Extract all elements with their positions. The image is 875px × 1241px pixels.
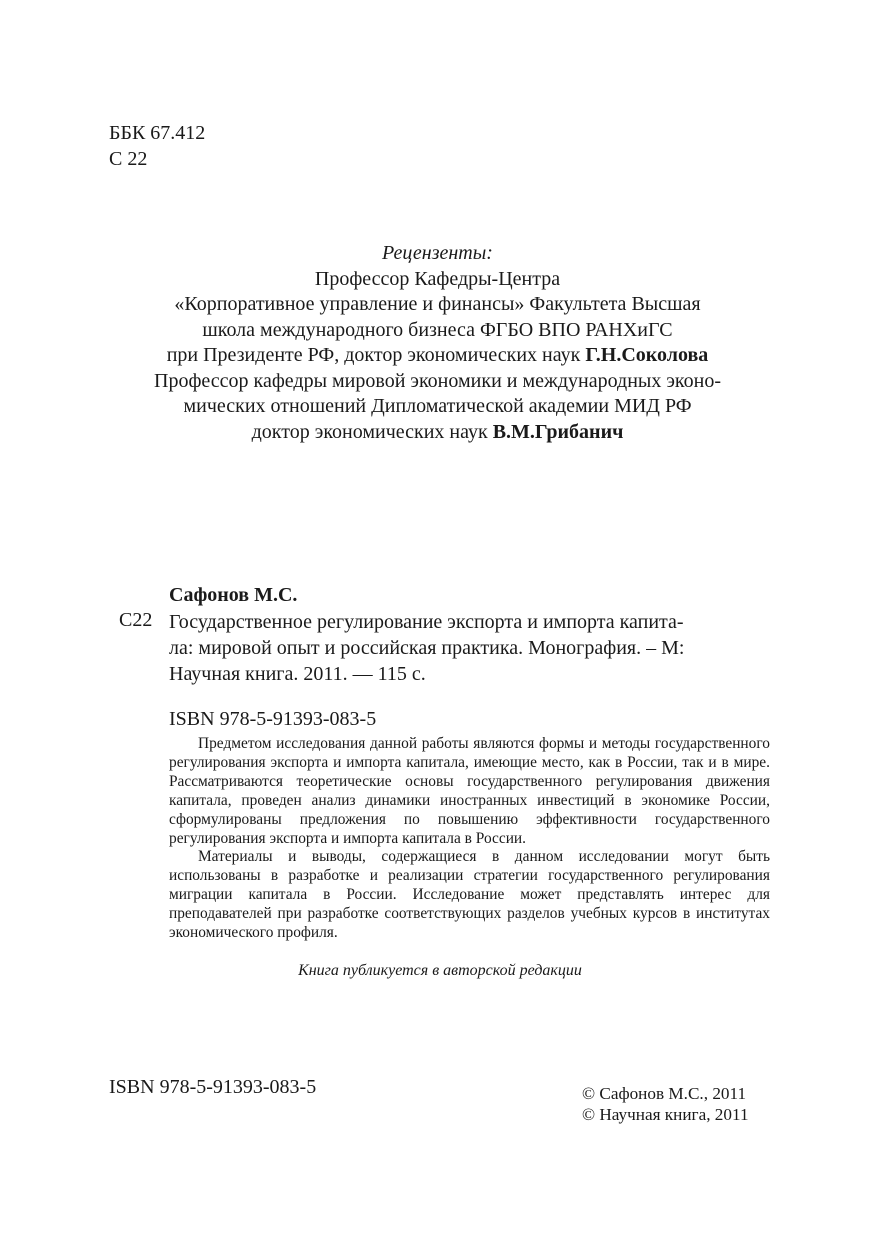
reviewer-name: В.М.Грибанич <box>492 420 624 443</box>
citation-line: ла: мировой опыт и российская практика. Монография. – М: <box>169 637 685 659</box>
reviewer-degree: при Президенте РФ, доктор экономических наук <box>166 344 586 366</box>
book-isbn: ISBN 978-5-91393-083-5 <box>169 708 377 730</box>
reviewers-block <box>90 241 785 445</box>
book-code: С22 <box>119 609 153 631</box>
book-citation <box>169 609 769 687</box>
reviewer-degree: доктор экономических наук <box>251 420 493 443</box>
publication-note: Книга публикуется в авторской редакции <box>298 962 582 979</box>
reviewers-title: Рецензенты: <box>382 242 493 264</box>
abstract <box>169 735 770 943</box>
bbk-code: ББК 67.412 <box>109 122 206 144</box>
reviewer-line: Профессор кафедры мировой экономики и международных эконо- <box>154 369 721 392</box>
book-author: Сафонов М.С. <box>169 584 298 606</box>
citation-line: Государственное регулирование экспорта и импорта капита- <box>169 611 684 633</box>
reviewer-line: мических отношений Дипломатической академии МИД РФ <box>183 395 692 417</box>
footer-isbn: ISBN 978-5-91393-083-5 <box>109 1076 317 1098</box>
reviewer-line <box>90 420 785 446</box>
reviewer-line: «Корпоративное управление и финансы» Факультета Высшая <box>174 293 701 315</box>
copyright-line: © Научная книга, 2011 <box>582 1105 749 1124</box>
abstract-paragraph: Материалы и выводы, содержащиеся в данном исследовании могут быть использованы в разработке и реализации стратегии государственного регулирования миграции капитала в России. Исследование может представлять интерес для преподавателей при разработке соответствующих разделов учебных курсов в институтах экономического профиля. <box>169 848 770 942</box>
author-sign: С 22 <box>109 148 148 170</box>
copyright-block <box>582 1083 749 1125</box>
citation-line: Научная книга. 2011. — 115 с. <box>169 663 426 685</box>
reviewer-line: Профессор Кафедры-Центра <box>314 267 561 290</box>
reviewer-name: Г.Н.Соколова <box>585 344 709 366</box>
abstract-paragraph: Предметом исследования данной работы являются формы и методы государственного регулирования экспорта и импорта капитала, имеющие место, как в России, так и в мире. Рассматриваются теоретические основы государственного регулирования движения капитала, проведен анализ динамики иностранных инвестиций в экономике России, сформулированы предложения по повышению эффективности государственного регулирования экспорта и импорта капитала в России. <box>169 735 770 847</box>
bbk-block <box>109 120 205 172</box>
reviewer-line: школа международного бизнеса ФГБО ВПО РАНХиГС <box>202 318 673 341</box>
copyright-line: © Сафонов М.С., 2011 <box>582 1084 747 1103</box>
reviewer-line <box>90 343 785 369</box>
